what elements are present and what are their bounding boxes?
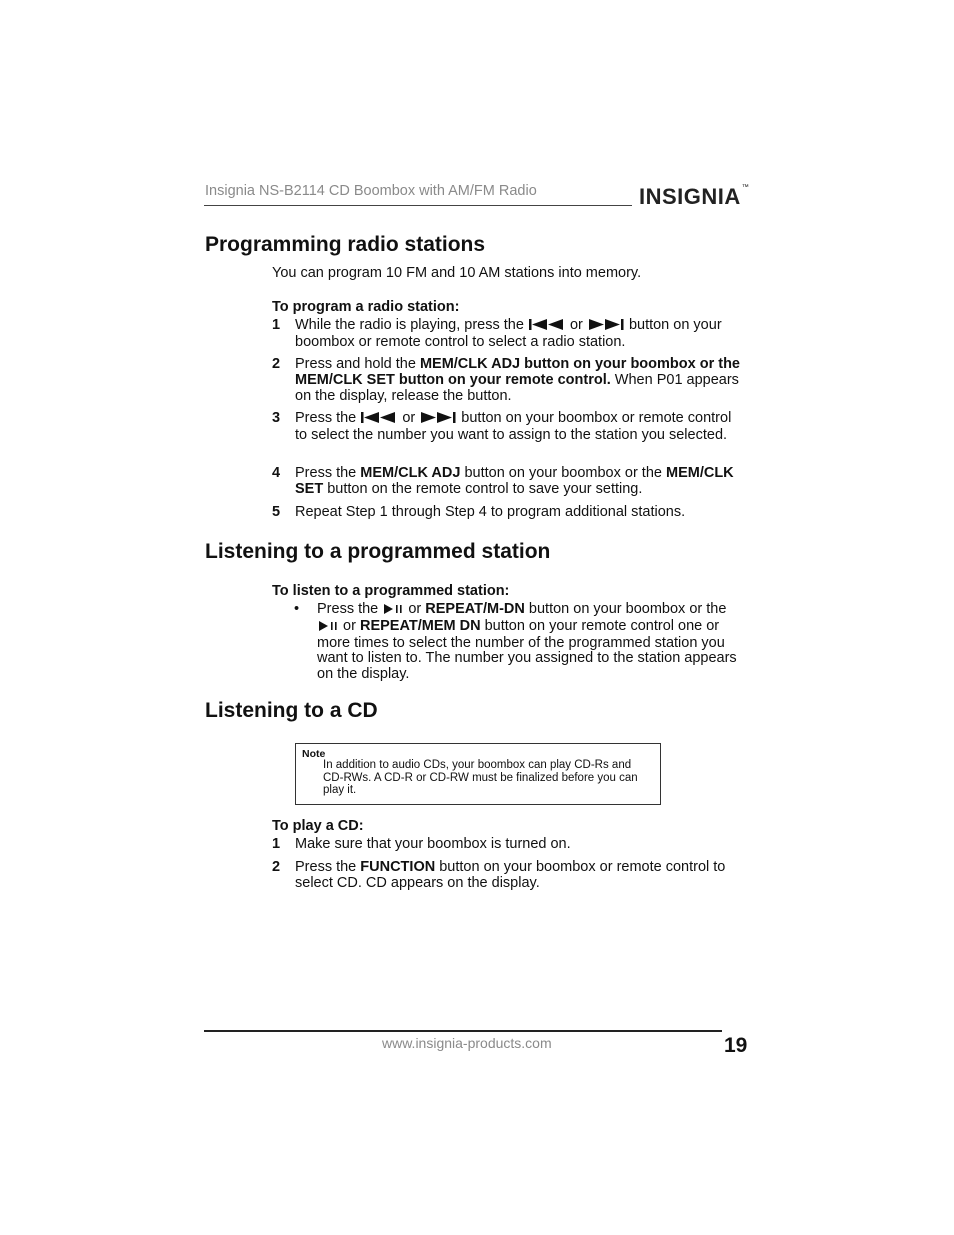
step-text-part: button on your boombox or the [464,465,662,481]
section-heading-cd: Listening to a CD [205,699,378,722]
step-text-part: or [569,317,583,333]
note-title: Note [302,748,326,760]
bullet-text-part: or [343,617,356,634]
bullet-text [317,602,744,683]
program-step-5 [272,505,747,521]
step-text [295,318,747,351]
step-text-part: or [402,410,416,426]
section-heading-programming: Programming radio stations [205,233,486,256]
step-text-part: button on your boombox or remote control to select the number you want to assign to the station you selected. [295,410,732,443]
step-text-part: When P01 appears on the display, release the button. [295,371,739,404]
footer-url: www.insignia-products.com [382,1035,552,1051]
step-number: 2 [272,859,281,875]
footer-rule [204,1030,722,1032]
step-text-part: Press the [295,410,357,426]
bullet-dot: • [294,601,300,617]
bullet-text-part: button on your boombox or the [528,601,727,617]
subheading-play-cd: To play a CD: [272,818,364,834]
step-text [295,411,747,444]
listen-bullet [294,602,744,683]
running-header: Insignia NS-B2114 CD Boombox with AM/FM Radio [205,183,537,199]
step-text-part: button on your boombox or remote control to select CD. CD appears on the display. [295,859,726,891]
step-text-part: Press the [295,465,357,481]
play-pause-icon [383,603,403,619]
play-pause-icon [318,620,338,636]
step-number: 1 [272,836,281,852]
logo-text: INSIGNIA [639,184,741,209]
bullet-text-bold: REPEAT/M-DN [425,601,525,617]
step-text-bold: MEM/CLK ADJ [360,465,461,481]
step-number: 2 [272,356,281,372]
skip-forward-icon [588,319,624,335]
step-text-bold: MEM/CLK ADJ button on your boombox or the MEM/CLK SET button on your remote control. [295,356,740,388]
program-step-3 [272,411,747,444]
subheading-listen-station: To listen to a programmed station: [272,583,510,599]
trademark-mark: ™ [741,184,750,191]
step-text: Repeat Step 1 through Step 4 to program additional stations. [295,504,686,520]
step-number: 5 [272,504,281,520]
program-step-2 [272,357,747,404]
step-text-bold: MEM/CLK SET [295,465,734,497]
step-text [295,466,747,498]
step-text [295,357,747,404]
note-box [295,743,661,805]
step-text-part: Press the [295,859,357,875]
header-rule [204,205,632,206]
insignia-logo [639,184,749,210]
skip-back-icon [361,412,397,428]
step-text-part: While the radio is playing, press the [295,317,524,333]
page-number: 19 [724,1034,748,1057]
bullet-text-part: button on your remote control one or more times to select the number of the programmed station you want to listen to. The number you assigned to the station appears on the display. [317,617,737,683]
bullet-text-bold: REPEAT/MEM DN [359,617,481,634]
step-text: Make sure that your boombox is turned on. [295,836,571,852]
note-text: In addition to audio CDs, your boombox can play CD-Rs and CD-RWs. A CD-R or CD-RW must be finalized before you can play it. [323,759,638,797]
step-text-part: Press and hold the [295,356,416,372]
step-number: 3 [272,410,281,426]
program-step-1 [272,318,747,351]
step-text-bold: FUNCTION [360,859,436,875]
bullet-text-part: or [408,601,422,617]
intro-text: You can program 10 FM and 10 AM stations into memory. [272,265,642,281]
bullet-text-part: Press the [317,601,379,617]
step-text-part: button on your boombox or remote control to select a radio station. [295,317,722,350]
skip-back-icon [529,319,565,335]
subheading-program-station: To program a radio station: [272,299,460,315]
step-number: 4 [272,465,281,481]
skip-forward-icon [420,412,456,428]
section-heading-programmed-station: Listening to a programmed station [205,540,551,563]
cd-step-1 [272,837,747,853]
step-text-part: button on the remote control to save your setting. [327,480,643,497]
program-step-4 [272,466,747,498]
step-number: 1 [272,317,281,333]
step-text [295,860,747,892]
cd-step-2 [272,860,747,892]
